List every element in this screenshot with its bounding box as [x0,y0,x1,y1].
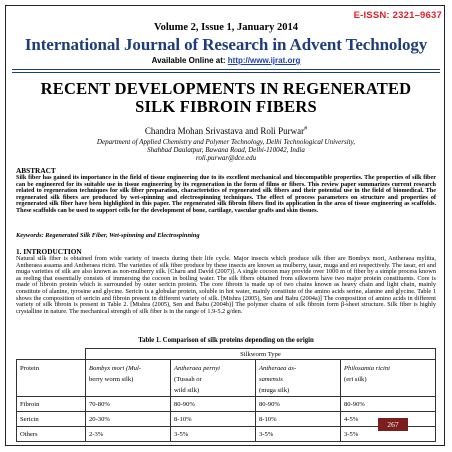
table-cell: Sericin [17,412,86,427]
journal-url-link[interactable]: http://www.ijrat.org [227,56,301,65]
header-text: Antheraea pernyi [174,365,220,372]
table-cell: 80-90% [341,397,436,412]
header-text: (eri silk) [344,376,367,383]
header-text: Antheraea as- [259,365,297,372]
table-cell: 70-80% [86,397,171,412]
silk-protein-table [16,348,436,442]
table-cell: 20-30% [86,412,171,427]
table-header-bombyx [86,360,171,397]
volume-line: Volume 2, Issue 1, January 2014 [153,22,298,33]
table-row [17,397,436,412]
title-line-2: SILK FIBROIN FIBERS [135,97,317,116]
header-text: samensis [259,376,283,383]
available-prefix: Available Online at: [151,56,228,65]
table-empty-cell [17,349,86,360]
table-cell: 4-5% [341,412,436,427]
table-header-antheraea-pernyi [171,360,256,397]
table-cell: 2-3% [86,427,171,442]
header-rule-bottom [12,72,440,73]
header-rule-top [12,69,440,70]
table-cell: 8-10% [256,412,341,427]
table-group-header: Silkworm Type [86,349,436,360]
author-email: roli.purwar@dce.edu [195,154,257,163]
table-row [17,412,436,427]
author-mark: # [304,126,308,132]
abstract-heading: ABSTRACT [16,166,56,175]
page-number: 267 [378,418,408,431]
table-caption: Table 1. Comparison of silk proteins depending on the origin [138,337,314,344]
header-text: (Tussah or [174,376,202,383]
table-cell: 80-90% [256,397,341,412]
header-text: Bombyx mori (Mul- [89,365,142,372]
table-header-row [17,360,436,397]
table-cell: 8-10% [171,412,256,427]
table-header-philosamia [341,360,436,397]
header-text: wild silk) [174,387,200,394]
paper-title [0,80,452,116]
table-cell: 3-5% [256,427,341,442]
availability-line [0,56,452,65]
keywords: Keywords: Regenerated Silk Fiber, Wet-spinning and Electrospinning [16,232,200,239]
journal-title: International Journal of Research in Advent Technology [24,35,428,54]
title-line-1: RECENT DEVELOPMENTS IN REGENERATED [40,79,412,98]
intro-heading: 1. INTRODUCTION [16,247,82,256]
table-header-antheraea-assamensis [256,360,341,397]
issn-label: E-ISSN: 2321–9637 [353,10,442,21]
authors [0,126,452,136]
affiliation-line-2: Shahbad Daulatpur, Bawana Road, Delhi-110042, India [147,146,305,155]
intro-text: Natural silk fiber is obtained from wide variety of insects during their life cycle. Major insects which produce silk fiber are Bombyx mori, Antheraea mylitta, Antheraea assama and Antheraea ricini. The varieties of silk fiber produce by these insects are known as mulberry, tasar, muga and eri respectively. The tasar, eri and muga varieties of silk are also known as non-mulberry silk. [Charu and David (2007)]. A single cocoon may provide over 1000 m of fiber by a simple process known as reeling that essentially consists of immersing the cocoon in boiling water. The silk fibers obtained from silkworm have two major protein constituents. Core is made of fibroin protein which is surrounded by outer sericin protein. The core fibroin is made up of two chains known as heavy chain and light chain, mainly constitute of alanine, tyrosine and glycine. Sericin is a globular protein, soluble in hot water, mainly constitute of the amino acids serine, alanine and glycine. Table 1 shows the composition of sericin and fibroin present in different variety of silk. [Mishra (2005), Sen and Babu (2004a)] The composition of amino acids in different variety of silk fibroin is present in Table 2. [Mishra (2005), Sen and Babu (2004b)] The polymer chains of silk fibroin form β-sheet structure. Silk fiber is highly crystalline in nature. The mechanical strength of silk fiber is in the range of 1.9-5.2 g/den. [16,255,436,315]
table-cell: 80-90% [171,397,256,412]
table-cell: 3-5% [171,427,256,442]
table-cell: Fibroin [17,397,86,412]
affiliation-line-1: Department of Applied Chemistry and Polymer Technology, Delhi Technological University, [96,138,356,146]
affiliation [0,138,452,163]
header-text: berry worm silk) [89,376,134,383]
header-text: (muga silk) [259,387,290,394]
abstract-text: Silk fiber has gained its importance in the field of tissue engineering due to its excellent mechanical and biocompatible properties. The properties of silk fiber can be engineered for its suitable use in tissue engineering by its regeneration in the form of films or fibers. This review paper summarizes current research related to regeneration techniques for silk fiber preparation, characteristics of regenerated silk fibers and their potential use in the field of biomedical. The regenerated silk fibers are produced by wet-spinning and electrospinning techniques. The effect of process parameters on structure and properties of regenerated silk fiber have been highlighted in this paper. The regenerated silk fibroin fibers find its application in the area of tissue engineering as scaffolds. These scaffolds can be used to support cells for the development of bone, cartilage, vascular grafts and skin tissues. [16,174,436,214]
table-row [17,427,436,442]
author-names: Chandra Mohan Srivastava and Roli Purwar [144,126,305,136]
table-cell: Others [17,427,86,442]
header-text: Philosamia ricini [344,365,390,372]
table-header-protein: Protein [17,360,86,397]
table-group-row [17,349,436,360]
table-cell: 3-5% [341,427,436,442]
